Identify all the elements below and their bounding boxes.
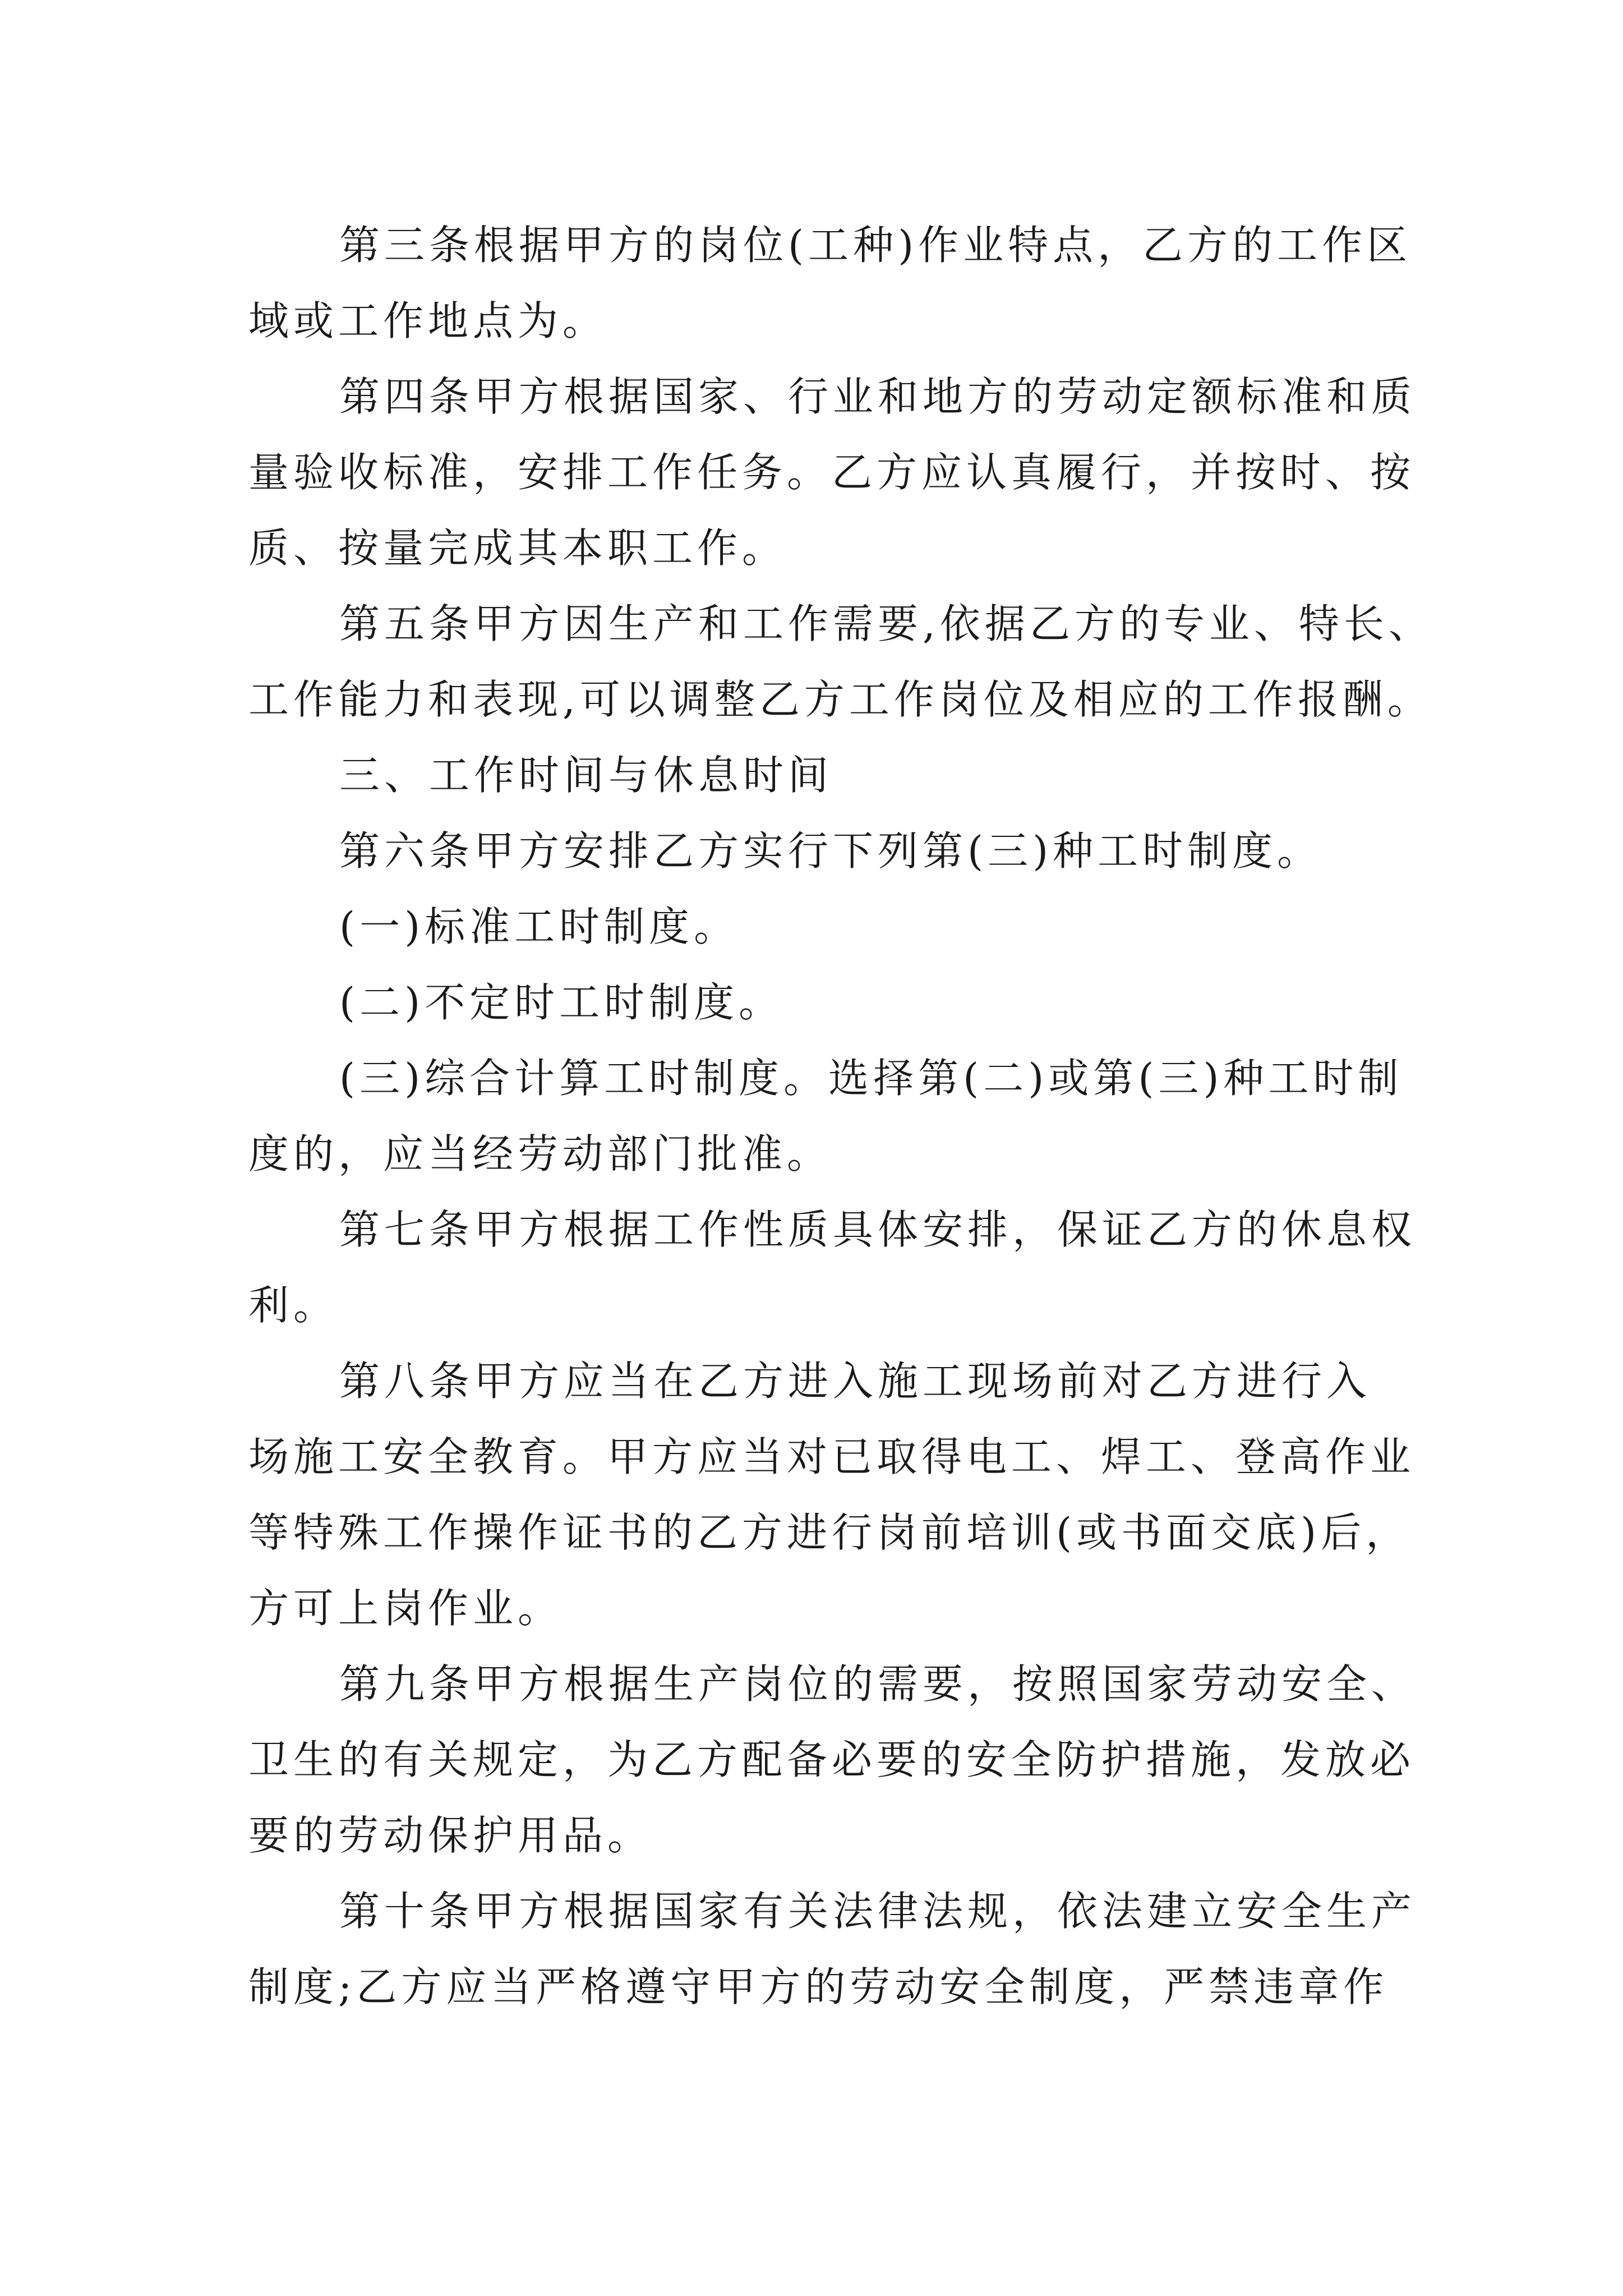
document-body xyxy=(248,208,1433,2025)
list-item: (一)标准工时制度。 xyxy=(339,903,739,950)
text-line: 等特殊工作操作证书的乙方进行岗前培训(或书面交底)后， xyxy=(248,1509,1411,1556)
text-line: 度的，应当经劳动部门批准。 xyxy=(248,1130,832,1177)
text-line: 第五条甲方因生产和工作需要,依据乙方的专业、特长、 xyxy=(339,600,1433,647)
text-line: 第十条甲方根据国家有关法律法规，依法建立安全生产 xyxy=(339,1888,1417,1935)
text-line: 第七条甲方根据工作性质具体安排，保证乙方的休息权 xyxy=(339,1206,1417,1253)
text-line: 场施工安全教育。甲方应当对已取得电工、焊工、登高作业 xyxy=(248,1433,1415,1480)
text-line: 卫生的有关规定，为乙方配备必要的安全防护措施，发放必 xyxy=(248,1736,1415,1783)
list-item: (三)综合计算工时制度。选择第(二)或第(三)种工时制 xyxy=(339,1055,1403,1102)
text-line: 域或工作地点为。 xyxy=(248,297,608,344)
text-line: 制度;乙方应当严格遵守甲方的劳动安全制度，严禁违章作 xyxy=(248,1963,1389,2010)
text-line: 第三条根据甲方的岗位(工种)作业特点，乙方的工作区 xyxy=(339,222,1412,269)
list-item: (二)不定时工时制度。 xyxy=(339,979,784,1026)
text-line: 第八条甲方应当在乙方进入施工现场前对乙方进行入 xyxy=(339,1358,1372,1405)
text-line: 第六条甲方安排乙方实行下列第(三)种工时制度。 xyxy=(339,827,1322,875)
text-line: 工作能力和表现,可以调整乙方工作岗位及相应的工作报酬。 xyxy=(248,676,1432,723)
text-line: 第九条甲方根据生产岗位的需要，按照国家劳动安全、 xyxy=(339,1660,1417,1708)
text-line: 方可上岗作业。 xyxy=(248,1585,563,1632)
text-line: 第四条甲方根据国家、行业和地方的劳动定额标准和质 xyxy=(339,373,1417,420)
text-line: 要的劳动保护用品。 xyxy=(248,1812,653,1859)
section-heading: 三、工作时间与休息时间 xyxy=(339,752,833,799)
text-line: 质、按量完成其本职工作。 xyxy=(248,524,787,572)
text-line: 利。 xyxy=(248,1282,339,1329)
text-line: 量验收标准，安排工作任务。乙方应认真履行，并按时、按 xyxy=(248,449,1415,496)
